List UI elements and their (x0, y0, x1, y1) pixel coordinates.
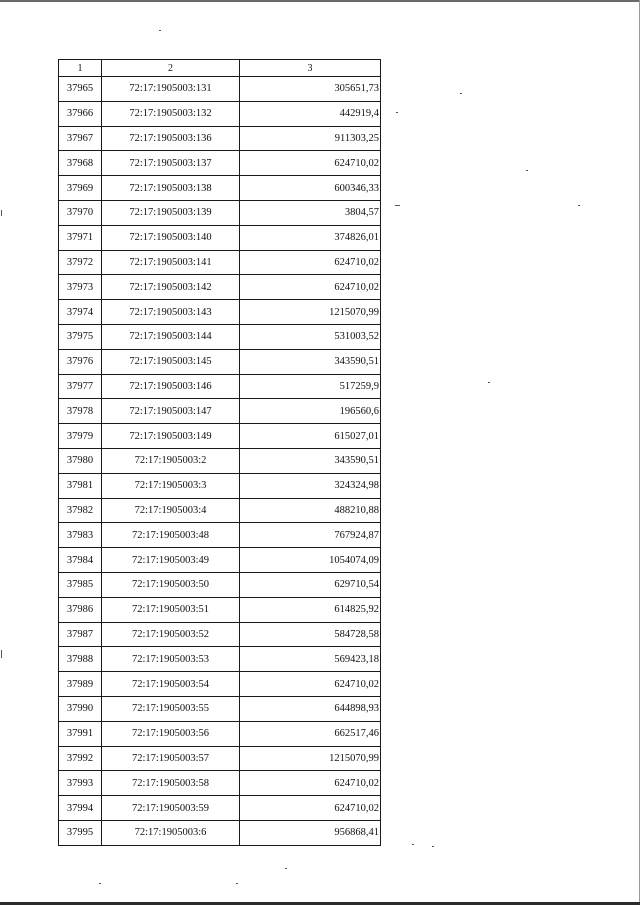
scan-speck (488, 382, 490, 383)
cadastral-value-cell: 305651,73 (240, 77, 381, 102)
row-number-cell: 37990 (59, 696, 102, 721)
cadastral-value-cell: 624710,02 (240, 672, 381, 697)
table-row (59, 424, 381, 449)
row-number-cell: 37970 (59, 200, 102, 225)
table-row (59, 597, 381, 622)
cadastral-value-cell: 615027,01 (240, 424, 381, 449)
cadastral-value-cell: 911303,25 (240, 126, 381, 151)
cadastral-value-cell: 644898,93 (240, 696, 381, 721)
row-number-cell: 37968 (59, 151, 102, 176)
cadastral-value-cell: 624710,02 (240, 796, 381, 821)
scan-speck (432, 846, 434, 847)
row-number-cell: 37965 (59, 77, 102, 102)
table-row (59, 647, 381, 672)
cadastral-number-cell: 72:17:1905003:50 (102, 572, 240, 597)
row-number-cell: 37972 (59, 250, 102, 275)
table-row (59, 622, 381, 647)
cadastral-number-cell: 72:17:1905003:141 (102, 250, 240, 275)
row-number-cell: 37981 (59, 473, 102, 498)
scan-speck (460, 93, 462, 94)
cadastral-number-cell: 72:17:1905003:140 (102, 225, 240, 250)
cadastral-number-cell: 72:17:1905003:54 (102, 672, 240, 697)
row-number-cell: 37979 (59, 424, 102, 449)
row-number-cell: 37973 (59, 275, 102, 300)
cadastral-value-cell: 1215070,99 (240, 300, 381, 325)
row-number-cell: 37984 (59, 548, 102, 573)
cadastral-value-cell: 614825,92 (240, 597, 381, 622)
column-header-value: 3 (240, 60, 381, 77)
scan-speck (285, 868, 287, 869)
cadastral-number-cell: 72:17:1905003:57 (102, 746, 240, 771)
row-number-cell: 37995 (59, 820, 102, 845)
cadastral-value-cell: 569423,18 (240, 647, 381, 672)
column-header-number: 1 (59, 60, 102, 77)
row-number-cell: 37980 (59, 448, 102, 473)
cadastral-number-cell: 72:17:1905003:2 (102, 448, 240, 473)
row-number-cell: 37983 (59, 523, 102, 548)
row-number-cell: 37988 (59, 647, 102, 672)
table-row (59, 374, 381, 399)
table-row (59, 324, 381, 349)
cadastral-value-cell: 324324,98 (240, 473, 381, 498)
cadastral-value-cell: 1054074,09 (240, 548, 381, 573)
table-row (59, 101, 381, 126)
table-row (59, 77, 381, 102)
cadastral-number-cell: 72:17:1905003:143 (102, 300, 240, 325)
cadastral-value-cell: 531003,52 (240, 324, 381, 349)
cadastral-value-table (58, 59, 381, 846)
table-body (59, 77, 381, 846)
scan-speck (526, 170, 528, 171)
table-row (59, 572, 381, 597)
row-number-cell: 37993 (59, 771, 102, 796)
cadastral-value-cell: 1215070,99 (240, 746, 381, 771)
row-number-cell: 37975 (59, 324, 102, 349)
cadastral-number-cell: 72:17:1905003:142 (102, 275, 240, 300)
cadastral-value-cell: 3804,57 (240, 200, 381, 225)
table-row (59, 176, 381, 201)
table-row (59, 548, 381, 573)
row-number-cell: 37967 (59, 126, 102, 151)
table-row (59, 200, 381, 225)
cadastral-number-cell: 72:17:1905003:51 (102, 597, 240, 622)
cadastral-value-cell: 196560,6 (240, 399, 381, 424)
table-row (59, 250, 381, 275)
cadastral-number-cell: 72:17:1905003:49 (102, 548, 240, 573)
table-row (59, 151, 381, 176)
table-row (59, 820, 381, 845)
cadastral-value-cell: 584728,58 (240, 622, 381, 647)
cadastral-number-cell: 72:17:1905003:147 (102, 399, 240, 424)
row-number-cell: 37974 (59, 300, 102, 325)
cadastral-number-cell: 72:17:1905003:149 (102, 424, 240, 449)
scan-speck (412, 844, 414, 845)
cadastral-number-cell: 72:17:1905003:145 (102, 349, 240, 374)
cadastral-value-cell: 767924,87 (240, 523, 381, 548)
cadastral-value-cell: 442919,4 (240, 101, 381, 126)
cadastral-number-cell: 72:17:1905003:59 (102, 796, 240, 821)
cadastral-number-cell: 72:17:1905003:3 (102, 473, 240, 498)
table-row (59, 448, 381, 473)
cadastral-number-cell: 72:17:1905003:137 (102, 151, 240, 176)
table-row (59, 721, 381, 746)
table-header-row (59, 60, 381, 77)
cadastral-value-cell: 600346,33 (240, 176, 381, 201)
table-row (59, 746, 381, 771)
cadastral-number-cell: 72:17:1905003:56 (102, 721, 240, 746)
table-row (59, 300, 381, 325)
cadastral-number-cell: 72:17:1905003:144 (102, 324, 240, 349)
cadastral-value-cell: 374826,01 (240, 225, 381, 250)
cadastral-number-cell: 72:17:1905003:138 (102, 176, 240, 201)
row-number-cell: 37986 (59, 597, 102, 622)
table-row (59, 696, 381, 721)
cadastral-value-cell: 488210,88 (240, 498, 381, 523)
cadastral-number-cell: 72:17:1905003:58 (102, 771, 240, 796)
row-number-cell: 37989 (59, 672, 102, 697)
cadastral-number-cell: 72:17:1905003:132 (102, 101, 240, 126)
cadastral-number-cell: 72:17:1905003:52 (102, 622, 240, 647)
row-number-cell: 37966 (59, 101, 102, 126)
cadastral-number-cell: 72:17:1905003:6 (102, 820, 240, 845)
cadastral-value-cell: 662517,46 (240, 721, 381, 746)
row-number-cell: 37982 (59, 498, 102, 523)
row-number-cell: 37992 (59, 746, 102, 771)
cadastral-value-cell: 624710,02 (240, 250, 381, 275)
table-row (59, 126, 381, 151)
table-row (59, 771, 381, 796)
row-number-cell: 37994 (59, 796, 102, 821)
table-row (59, 672, 381, 697)
cadastral-value-cell: 343590,51 (240, 349, 381, 374)
scan-speck (578, 205, 580, 206)
cadastral-value-cell: 624710,02 (240, 151, 381, 176)
row-number-cell: 37971 (59, 225, 102, 250)
column-header-cadastral: 2 (102, 60, 240, 77)
table-row (59, 399, 381, 424)
scan-speck (1, 650, 2, 658)
table-row (59, 349, 381, 374)
cadastral-number-cell: 72:17:1905003:139 (102, 200, 240, 225)
cadastral-number-cell: 72:17:1905003:146 (102, 374, 240, 399)
table-row (59, 523, 381, 548)
scan-speck (236, 883, 238, 884)
scan-speck (1, 210, 2, 216)
cadastral-number-cell: 72:17:1905003:55 (102, 696, 240, 721)
table-row (59, 275, 381, 300)
row-number-cell: 37985 (59, 572, 102, 597)
cadastral-value-cell: 956868,41 (240, 820, 381, 845)
cadastral-number-cell: 72:17:1905003:136 (102, 126, 240, 151)
row-number-cell: 37987 (59, 622, 102, 647)
cadastral-value-cell: 624710,02 (240, 771, 381, 796)
scan-speck (159, 30, 161, 31)
cadastral-value-cell: 624710,02 (240, 275, 381, 300)
cadastral-number-cell: 72:17:1905003:4 (102, 498, 240, 523)
scan-speck (99, 883, 101, 884)
cadastral-number-cell: 72:17:1905003:131 (102, 77, 240, 102)
cadastral-value-cell: 343590,51 (240, 448, 381, 473)
cadastral-value-cell: 517259,9 (240, 374, 381, 399)
scan-speck (396, 112, 398, 113)
row-number-cell: 37976 (59, 349, 102, 374)
cadastral-number-cell: 72:17:1905003:48 (102, 523, 240, 548)
table-row (59, 498, 381, 523)
scan-speck (395, 205, 400, 206)
table-row (59, 225, 381, 250)
table-row (59, 473, 381, 498)
row-number-cell: 37978 (59, 399, 102, 424)
table-row (59, 796, 381, 821)
cadastral-number-cell: 72:17:1905003:53 (102, 647, 240, 672)
row-number-cell: 37969 (59, 176, 102, 201)
cadastral-value-cell: 629710,54 (240, 572, 381, 597)
scan-top-border (0, 0, 640, 2)
row-number-cell: 37991 (59, 721, 102, 746)
row-number-cell: 37977 (59, 374, 102, 399)
